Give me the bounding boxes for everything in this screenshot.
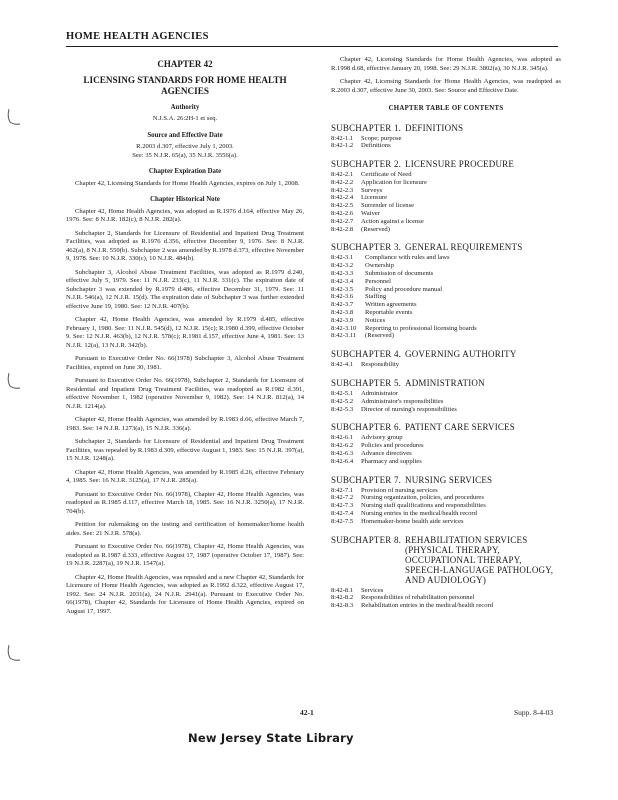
section-title: Action against a license — [361, 217, 424, 225]
toc-entry — [331, 286, 561, 294]
toc-entry — [331, 142, 561, 150]
history-paragraph: Petition for rulemaking on the testing and certification of homemaker/home health aides. See: 21 N.J.R. 578(a). — [66, 521, 304, 537]
toc-entry — [331, 602, 561, 610]
toc-entry — [331, 210, 561, 218]
toc-entry — [331, 135, 561, 143]
subchapter-heading — [331, 378, 561, 388]
toc-entry — [331, 390, 561, 398]
history-paragraph: Subchapter 2, Standards for Licensure of Residential and Inpatient Drug Treatment Facilities, was repealed by R.1983 d.309, effective August 1, 1983. See: 15 N.J.R. 397(a), 15 N.J.R. 1248(a). — [66, 438, 304, 462]
section-title: Advisory group — [361, 434, 403, 442]
section-title: Staffing — [365, 293, 387, 301]
subchapter-heading — [331, 159, 561, 169]
history-paragraph: Chapter 42, Home Health Agencies, was repealed and a new Chapter 42, Standards for Licensure of Home Health Agencies, was adopted as R.1992 d.322, effective August 17, 1992. See: 24 N.J.R. 2031(a), 24 N.J.R. 2941(a). Pursuant to Executive Order No. 66(1978), Chapter 42, Standards for Licensure of Home Health Agencies, expired on August 17, 1997. — [66, 573, 304, 615]
section-number: 8:42-6.1 — [331, 434, 354, 442]
toc-entry — [331, 254, 561, 262]
history-paragraph: Chapter 42, Home Health Agencies, was adopted as R.1976 d.164, effective May 26, 1976. See: 8 N.J.R. 182(c), 8 N.J.R. 282(a). — [66, 207, 304, 223]
toc-entry — [331, 325, 561, 333]
section-number: 8:42-7.4 — [331, 510, 354, 517]
section-title: Licensure — [361, 194, 387, 202]
section-title: Surrender of license — [361, 202, 415, 210]
section-title: (Reserved) — [361, 225, 390, 233]
section-number: 8:42-2.5 — [331, 202, 354, 210]
history-paragraph: Subchapter 3, Alcohol Abuse Treatment Facilities, was adopted as R.1979 d.240, effective July 5, 1979. See: 11 N.J.R. 233(c), 11 N.J.R. 331(c). The expiration date of Subchapter 3 was extended by R.1979 d.486, effective December 31, 1979. See: 11 N.J.R. 546(a), 12 N.J.R. 15(d). The expiration date of Subchapter 3 was further extended effective June 19, 1980. See: 12 N.J.R. 407(b). — [66, 268, 304, 310]
section-title: Provision of nursing services — [361, 486, 438, 494]
history-paragraph: Chapter 42, Licensing Standards for Home Health Agencies, was adopted as R.1998 d.68, effective January 20, 1998. See: 29 N.J.R. 3802(a), 30 N.J.R. 345(a). — [331, 56, 561, 72]
toc-entry — [331, 332, 561, 340]
toc-entry — [331, 398, 561, 406]
library-stamp: New Jersey State Library — [188, 731, 354, 745]
subchapter-name: NURSING SERVICES — [405, 474, 493, 485]
toc-entry — [331, 301, 561, 309]
section-title: Advance directives — [361, 450, 412, 458]
supplement-date: Supp. 8-4-03 — [514, 708, 554, 717]
margin-mark — [6, 644, 22, 662]
page-number: 42-1 — [300, 708, 314, 717]
subchapter-name: DEFINITIONS — [405, 122, 464, 133]
subchapter-name: LICENSURE PROCEDURE — [405, 159, 515, 170]
section-title: Pharmacy and supplies — [361, 457, 422, 465]
section-title: Policy and procedure manual — [365, 285, 443, 293]
toc-entry — [331, 406, 561, 414]
toc-entry — [331, 262, 561, 270]
section-title: Administrator — [361, 390, 398, 398]
section-title: Reportable events — [365, 309, 413, 317]
section-number: 8:42-3.6 — [331, 293, 354, 301]
subchapter-label: SUBCHAPTER 6. — [331, 422, 402, 433]
section-number: 8:42-2.3 — [331, 186, 354, 194]
section-title: Administrator's responsibilities — [361, 397, 444, 405]
toc-entry — [331, 450, 561, 458]
section-number: 8:42-3.3 — [331, 270, 354, 278]
history-paragraph: Pursuant to Executive Order No. 66(1978), Chapter 42, Home Health Agencies, was readopted as R.1985 d.117, effective March 18, 1985. See: 16 N.J.R. 3250(a), 17 N.J.R. 704(b). — [66, 490, 304, 515]
section-number: 8:42-3.8 — [331, 309, 354, 317]
toc-entry — [331, 587, 561, 595]
toc-entry — [331, 293, 561, 301]
chapter-title: LICENSING STANDARDS FOR HOME HEALTH AGENCIES — [83, 74, 287, 96]
section-title: Personnel — [365, 277, 392, 285]
expiration-heading: Chapter Expiration Date — [148, 168, 222, 175]
toc-entry — [331, 179, 561, 187]
toc-entry — [331, 458, 561, 466]
history-paragraph: Chapter 42, Licensing Standards for Home Health Agencies, was readopted as R.2003 d.307, effective June 30, 2003. See: Source and Effective Date. — [331, 78, 561, 94]
section-title: Notices — [365, 316, 386, 324]
section-number: 8:42-6.2 — [331, 442, 354, 450]
subchapter-heading — [331, 242, 561, 252]
section-title: Compliance with rules and laws — [365, 254, 450, 262]
subchapter-heading — [331, 349, 561, 359]
history-heading: Chapter Historical Note — [150, 196, 220, 203]
toc-entry — [331, 434, 561, 442]
history-paragraph: Pursuant to Executive Order No. 66(1978), Chapter 42, Home Health Agencies, was readopted as R.1987 d.333, effective August 17, 1987 (operative October 17, 1987). See: 19 N.J.R. 2287(a), 19 N.J.R. 1547(a). — [66, 543, 304, 567]
toc-entry — [331, 510, 561, 518]
section-number: 8:42-3.5 — [331, 285, 354, 293]
section-title: Rehabilitation entries in the medical/health record — [361, 602, 494, 610]
history-paragraph: Pursuant to Executive Order No. 66(1978) Subchapter 3, Alcohol Abuse Treatment Facilities, expired on June 30, 1981. — [66, 355, 304, 371]
section-title: Surveys — [361, 186, 383, 194]
toc-entry — [331, 494, 561, 502]
section-number: 8:42-2.8 — [331, 225, 354, 233]
section-number: 8:42-2.6 — [331, 210, 354, 218]
section-title: Application for licensure — [361, 178, 427, 186]
section-title: Certificate of Need — [361, 171, 412, 179]
section-number: 8:42-3.4 — [331, 277, 354, 285]
subchapter-heading — [331, 535, 561, 585]
subchapter-label: SUBCHAPTER 8. — [331, 534, 402, 545]
toc-entry — [331, 202, 561, 210]
section-title: Ownership — [365, 262, 394, 270]
toc-entry — [331, 487, 561, 495]
subchapter-label: SUBCHAPTER 4. — [331, 349, 402, 360]
history-paragraph: Chapter 42, Home Health Agencies, was amended by R.1983 d.66, effective March 7, 1983. See: 14 N.J.R. 1273(a), 15 N.J.R. 336(a). — [66, 416, 304, 432]
history-paragraph: Chapter 42, Home Health Agencies, was amended by R.1979 d.485, effective February 1, 1980. See: 11 N.J.R. 545(d), 12 N.J.R. 15(c); R.1980 d.399, effective October 9. See: 12 N.J.R. 463(b), 12 N.J.R. 578(c); R.1981 d.157, effective June 4, 1981. See: 13 N.J.R. 12(a), 13 N.J.R. 342(b). — [66, 316, 304, 349]
section-title: Homemaker-home health aide services — [361, 517, 464, 525]
history-paragraph: Chapter 42, Home Health Agencies, was amended by R.1985 d.26, effective February 4, 1985. See: 16 N.J.R. 3125(a), 17 N.J.R. 285(a). — [66, 468, 304, 484]
section-title: Nursing staff qualifications and responsibilities — [361, 502, 486, 510]
subchapter-name: GOVERNING AUTHORITY — [405, 349, 517, 360]
toc-entry — [331, 171, 561, 179]
right-column — [331, 56, 561, 610]
section-number: 8:42-5.1 — [331, 390, 354, 398]
section-title: Nursing organization, policies, and procedures — [361, 494, 484, 502]
section-title: Waiver — [361, 210, 380, 218]
toc-title: CHAPTER TABLE OF CONTENTS — [388, 105, 504, 112]
section-title: Reporting to professional licensing boards — [365, 324, 477, 332]
section-number: 8:42-8.1 — [331, 586, 354, 594]
subchapter-heading — [331, 422, 561, 432]
subchapter-heading — [331, 123, 561, 133]
section-number: 8:42-5.3 — [331, 405, 354, 413]
toc-entry — [331, 309, 561, 317]
table-of-contents — [331, 123, 561, 610]
section-number: 8:42-7.5 — [331, 517, 354, 525]
section-title: Written agreements — [365, 301, 417, 309]
source-line-2: See: 35 N.J.R. 65(a), 35 N.J.R. 3556(a). — [132, 151, 238, 159]
section-number: 8:42-5.2 — [331, 397, 354, 405]
section-number: 8:42-2.7 — [331, 217, 354, 225]
margin-mark — [6, 108, 22, 126]
section-number: 8:42-4.1 — [331, 361, 354, 369]
section-number: 8:42-1.1 — [331, 134, 354, 142]
section-title: (Reserved) — [365, 332, 394, 340]
section-number: 8:42-1.2 — [331, 142, 354, 150]
subchapter-label: SUBCHAPTER 2. — [331, 159, 402, 170]
history-paragraph: Subchapter 2, Standards for Licensure of Residential and Inpatient Drug Treatment Facilities, was adopted as R.1976 d.356, effective December 9, 1976. See: 8 N.J.R. 462(a), 8 N.J.R. 550(b). Subchapter 2 was amended by R.1978 d.373, effective November 9, 1978. See: 10 N.J.R. 330(c), 10 N.J.R. 484(b). — [66, 229, 304, 262]
toc-entry — [331, 218, 561, 226]
subchapter-heading — [331, 475, 561, 485]
section-number: 8:42-7.3 — [331, 502, 354, 510]
section-number: 8:42-3.7 — [331, 301, 354, 309]
history-paragraph: Pursuant to Executive Order No. 66(1978), Subchapter 2, Standards for Licensure of Residential and Inpatient Drug Treatment Facilities, was readopted as R.1982 d.391, effective November 1, 1982 (operative November 9, 1982). See: 14 N.J.R. 812(a), 14 N.J.R. 1214(a). — [66, 377, 304, 410]
toc-entry — [331, 194, 561, 202]
section-title: Scope; purpose — [361, 134, 402, 142]
authority-heading: Authority — [170, 103, 200, 111]
section-title: Definitions — [361, 142, 391, 150]
toc-entry — [331, 187, 561, 195]
toc-entry — [331, 442, 561, 450]
subchapter-label: SUBCHAPTER 7. — [331, 474, 402, 485]
subchapter-label: SUBCHAPTER 1. — [331, 122, 402, 133]
subchapter-name: ADMINISTRATION — [405, 378, 485, 389]
section-number: 8:42-2.1 — [331, 171, 354, 179]
toc-entry — [331, 278, 561, 286]
section-number: 8:42-7.1 — [331, 486, 354, 494]
section-number: 8:42-6.3 — [331, 450, 354, 458]
section-number: 8:42-7.2 — [331, 494, 354, 502]
section-title: Director of nursing's responsibilities — [361, 405, 457, 413]
subchapter-label: SUBCHAPTER 5. — [331, 378, 402, 389]
section-number: 8:42-3.10 — [331, 324, 357, 332]
toc-entry — [331, 502, 561, 510]
subchapter-label: SUBCHAPTER 3. — [331, 242, 402, 253]
left-column — [66, 60, 304, 621]
source-line-1: R.2003 d.307, effective July 1, 2003. — [136, 143, 234, 150]
toc-entry — [331, 518, 561, 526]
section-number: 8:42-8.2 — [331, 594, 354, 602]
section-number: 8:42-2.4 — [331, 194, 354, 202]
section-title: Policies and procedures — [361, 442, 424, 450]
section-title: Nursing entries in the medical/health record — [361, 510, 477, 517]
authority-text: N.J.S.A. 26:2H-1 et seq. — [152, 115, 218, 122]
section-number: 8:42-3.11 — [331, 332, 357, 340]
section-title: Submission of documents — [365, 270, 434, 278]
section-number: 8:42-6.4 — [331, 457, 354, 465]
section-number: 8:42-3.9 — [331, 316, 354, 324]
toc-entry — [331, 317, 561, 325]
margin-mark — [6, 372, 22, 390]
expiration-text: Chapter 42, Licensing Standards for Home Health Agencies, expires on July 1, 2008. — [75, 179, 300, 187]
toc-entry — [331, 270, 561, 278]
subchapter-name: REHABILITATION SERVICES (PHYSICAL THERAPY, OCCUPATIONAL THERAPY, SPEECH-LANGUAGE PATHOLOGY, AND AUDIOLOGY) — [405, 534, 554, 585]
chapter-number: CHAPTER 42 — [157, 59, 213, 69]
section-title: Responsibility — [361, 361, 400, 369]
toc-entry — [331, 226, 561, 234]
subchapter-name: PATIENT CARE SERVICES — [405, 422, 515, 433]
section-title: Responsibilities of rehabilitation personnel — [361, 594, 475, 602]
source-heading: Source and Effective Date — [147, 131, 223, 139]
section-number: 8:42-8.3 — [331, 602, 354, 610]
section-number: 8:42-3.1 — [331, 254, 354, 262]
section-number: 8:42-2.2 — [331, 178, 354, 186]
section-number: 8:42-3.2 — [331, 262, 354, 270]
toc-entry — [331, 594, 561, 602]
section-title: Services — [361, 586, 384, 594]
subchapter-name: GENERAL REQUIREMENTS — [405, 242, 523, 253]
running-header: HOME HEALTH AGENCIES — [66, 31, 558, 47]
toc-entry — [331, 361, 561, 369]
